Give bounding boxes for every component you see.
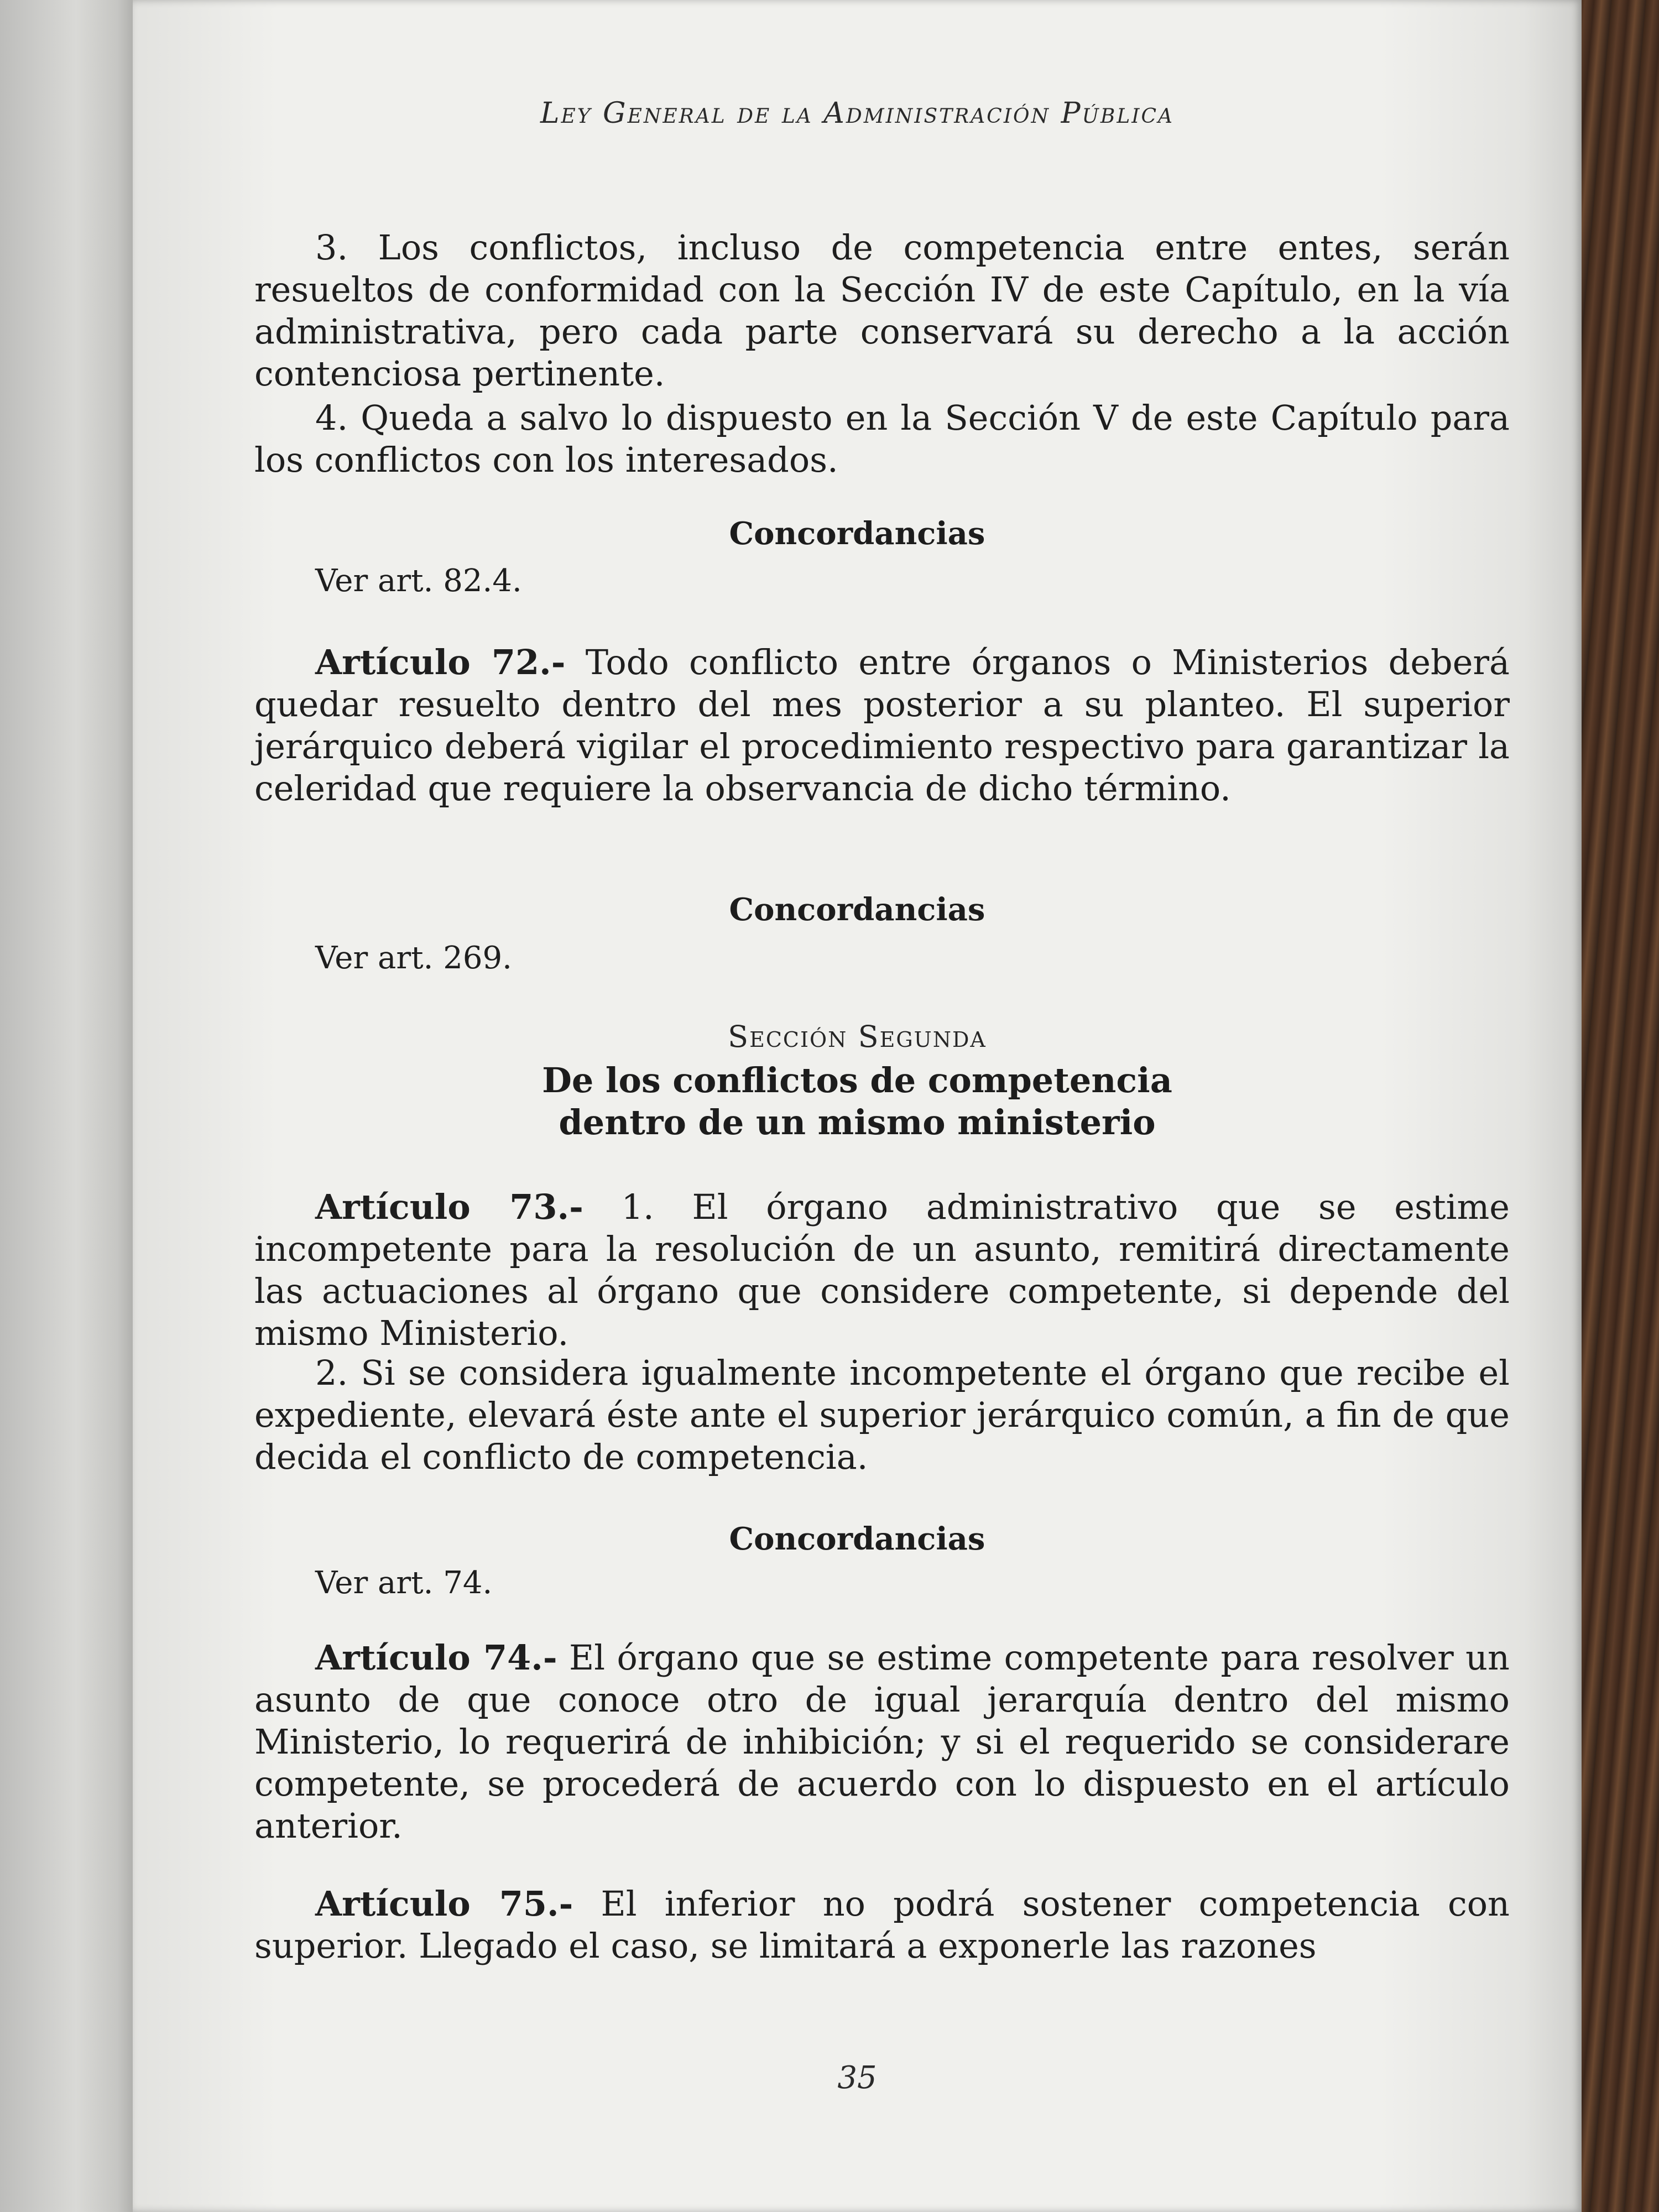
page-number: 35 <box>837 2060 877 2096</box>
paragraph-item-4: 4. Queda a salvo lo dispuesto en la Sección V de este Capítulo para los conflictos con los interesados. <box>254 398 1510 480</box>
facing-page-edge <box>0 0 138 2212</box>
paragraph-item-3: 3. Los conflictos, incluso de competencia entre entes, serán resueltos de conformidad con la Sección IV de este Capítulo, en la vía administrativa, pero cada parte conservará su derecho a la acción contenciosa pertinente. <box>254 227 1510 394</box>
running-header: Ley General de la Administración Pública <box>540 97 1175 130</box>
article-label: Artículo 72.- <box>315 642 566 682</box>
section-title <box>133 1060 1582 1144</box>
article-text: Todo conflicto entre órganos o Ministerios deberá quedar resuelto dentro del mes posterior a su planteo. El superior jerárquico deberá vigilar el procedimiento respectivo para garantizar la celeridad que requiere la observancia de dicho término. <box>254 642 1510 808</box>
article-74 <box>254 1637 1510 1847</box>
concordancias-reference: Ver art. 82.4. <box>315 563 522 599</box>
article-label: Artículo 73.- <box>315 1187 583 1227</box>
article-75 <box>254 1883 1510 1967</box>
section-title-line: De los conflictos de competencia <box>542 1060 1172 1100</box>
section-title-line: dentro de un mismo ministerio <box>559 1102 1156 1142</box>
concordancias-reference: Ver art. 269. <box>315 940 512 976</box>
concordancias-reference: Ver art. 74. <box>315 1565 493 1601</box>
concordancias-heading: Concordancias <box>729 515 985 552</box>
concordancias-heading: Concordancias <box>729 1521 985 1557</box>
article-label: Artículo 74.- <box>315 1637 557 1678</box>
article-73 <box>254 1186 1510 1354</box>
article-text: El inferior no podrá sostener competencia con superior. Llegado el caso, se limitará a exponerle las razones <box>254 1884 1510 1966</box>
article-text: El órgano que se estime competente para resolver un asunto de que conoce otro de igual jerarquía dentro del mismo Ministerio, lo requerirá de inhibición; y si el requerido se considerare competente, se procederá de acuerdo con lo dispuesto en el artículo anterior. <box>254 1637 1510 1846</box>
article-73-item-2: 2. Si se considera igualmente incompetente el órgano que recibe el expediente, elevará éste ante el superior jerárquico común, a fin de que decida el conflicto de competencia. <box>254 1353 1510 1477</box>
concordancias-heading: Concordancias <box>729 891 985 928</box>
section-label: Sección Segunda <box>728 1019 987 1054</box>
article-text: 1. El órgano administrativo que se estime incompetente para la resolución de un asunto, remitirá directamente las actuaciones al órgano que considere competente, si depende del mismo Ministerio. <box>254 1187 1510 1353</box>
book-page <box>133 0 1582 2212</box>
article-label: Artículo 75.- <box>315 1884 573 1924</box>
article-72 <box>254 641 1510 810</box>
